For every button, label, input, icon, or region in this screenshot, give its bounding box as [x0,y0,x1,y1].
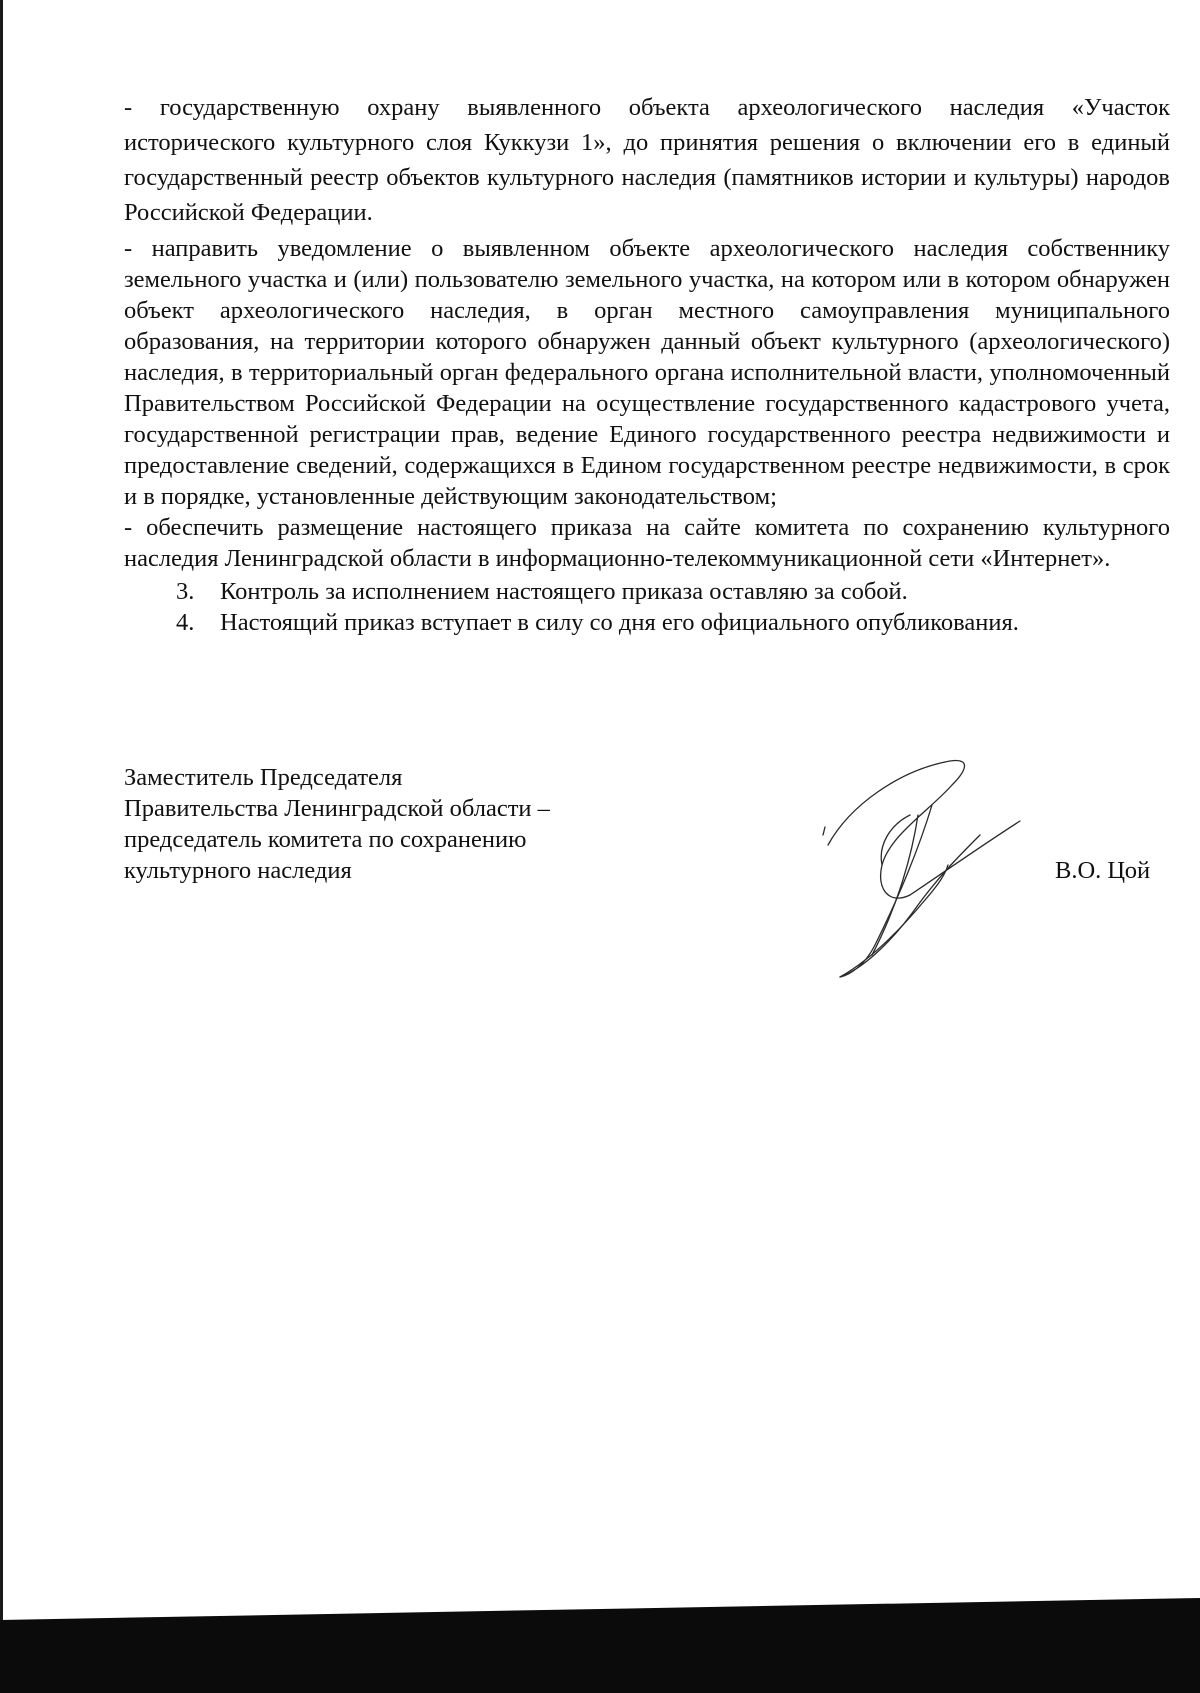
position-line: культурного наследия [124,857,352,884]
position-line: Правительства Ленинградской области – [124,795,550,822]
clause-item [124,607,1170,638]
signatory-position [124,762,550,886]
paragraph-state-protection: - государственную охрану выявленного объекта археологического наследия «Участок исторического культурного слоя Куккузи 1», до принятия решения о включении его в единый государственный реестр объектов культурного наследия (памятников истории и культуры) народов Российской Федерации. [124,94,1170,226]
document-body [124,90,1170,638]
paragraph-send-notification: - направить уведомление о выявленном объекте археологического наследия собственнику земельного участка и (или) пользователю земельного участка, на котором или в котором обнаружен объект археологического наследия, в орган местного самоуправления муниципального образования, на территории которого обнаружен данный объект культурного (археологического) наследия, в территориальный орган федерального органа исполнительной власти, уполномоченный Правительством Российской Федерации на осуществление государственного кадастрового учета, государственной регистрации прав, ведение Единого государственного реестра недвижимости и предоставление сведений, содержащихся в Едином государственном реестре недвижимости, в срок и в порядке, установленные действующим законодательством; [124,235,1170,510]
clause-number: 4. [176,609,195,636]
clause-text: Настоящий приказ вступает в силу со дня его официального опубликования. [220,609,1019,636]
clause-text: Контроль за исполнением настоящего приказа оставляю за собой. [220,578,908,605]
position-line: Заместитель Председателя [124,764,403,791]
paragraph-publish-order: - обеспечить размещение настоящего приказа на сайте комитета по сохранению культурного наследия Ленинградской области в информационно-телекоммуникационной сети «Интернет». [124,514,1170,572]
position-line: председатель комитета по сохранению [124,826,527,853]
scan-bottom-edge [0,1598,1200,1693]
scan-left-edge [0,0,3,1693]
numbered-clauses [124,576,1170,638]
handwritten-signature [820,755,1040,980]
signatory-name: В.О. Цой [1055,857,1151,884]
clause-item [124,576,1170,607]
clause-number: 3. [176,578,195,605]
